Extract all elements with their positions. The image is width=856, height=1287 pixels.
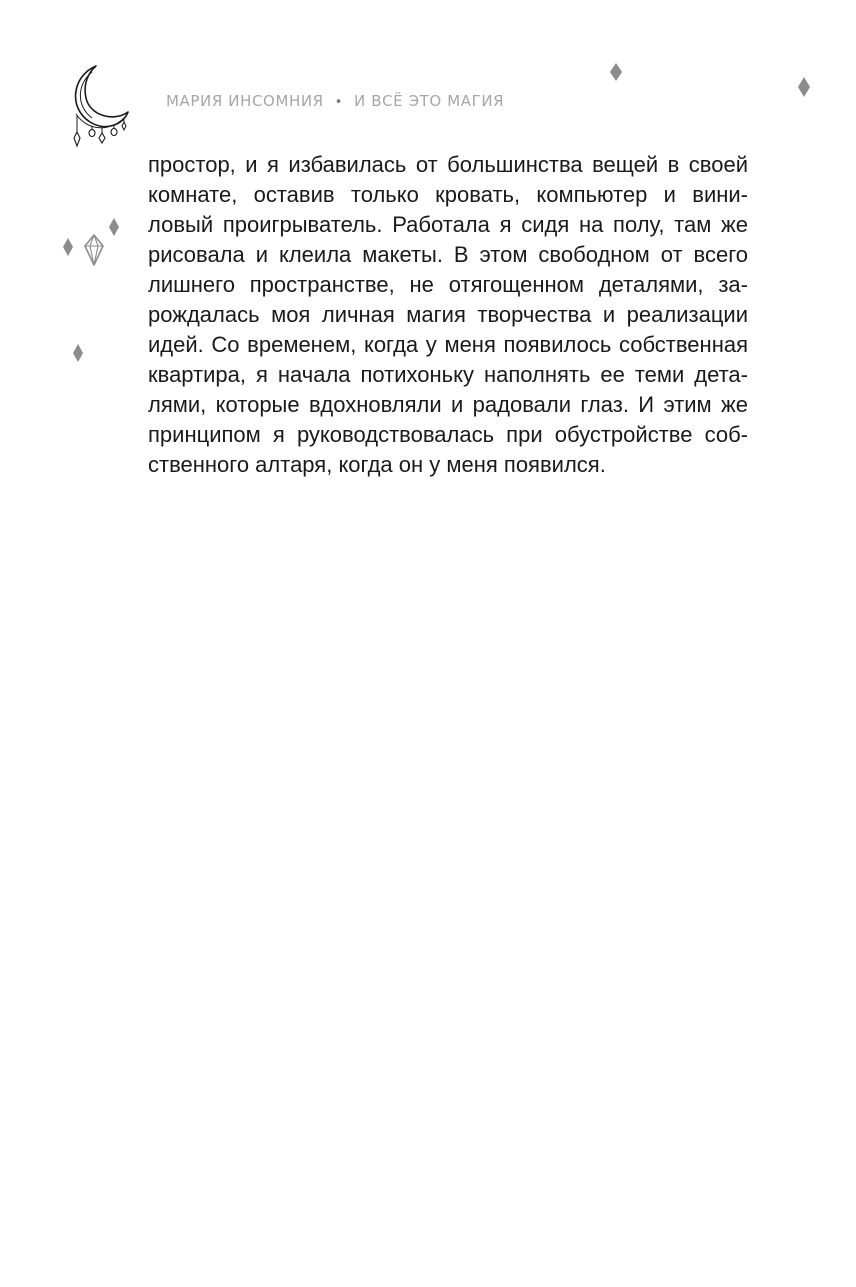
text-line: идей. Со временем, когда у меня появилось собственная — [148, 332, 748, 357]
text-line: принципом я руководствовалась при обустройстве соб- — [148, 422, 748, 447]
text-line: ловый проигрыватель. Работала я сидя на полу, там же — [148, 212, 748, 237]
text-line: рождалась моя личная магия творчества и реализации — [148, 302, 748, 327]
body-paragraph — [148, 150, 748, 480]
text-line: простор, и я избавилась от большинства вещей в своей — [148, 152, 748, 177]
text-line: лишнего пространстве, не отягощенном деталями, за- — [148, 272, 748, 297]
diamond-star-icon — [797, 77, 811, 97]
text-line: ственного алтаря, когда он у меня появился. — [148, 452, 606, 477]
diamond-star-icon — [62, 238, 74, 256]
diamond-star-icon — [609, 63, 623, 81]
running-head — [166, 92, 504, 110]
text-line: лями, которые вдохновляли и радовали глаз. И этим же — [148, 392, 748, 417]
diamond-star-icon — [108, 218, 120, 236]
author-name: МАРИЯ ИНСОМНИЯ — [166, 92, 324, 110]
text-line: комнате, оставив только кровать, компьютер и вини- — [148, 182, 748, 207]
text-line: квартира, я начала потихоньку наполнять ее теми дета- — [148, 362, 748, 387]
header-separator: • — [334, 95, 343, 110]
crystal-icon — [83, 234, 105, 266]
diamond-star-icon — [72, 344, 84, 362]
crescent-moon-icon — [62, 62, 140, 154]
text-line: рисовала и клеила макеты. В этом свободном от всего — [148, 242, 748, 267]
book-title: И ВСЁ ЭТО МАГИЯ — [354, 92, 505, 110]
